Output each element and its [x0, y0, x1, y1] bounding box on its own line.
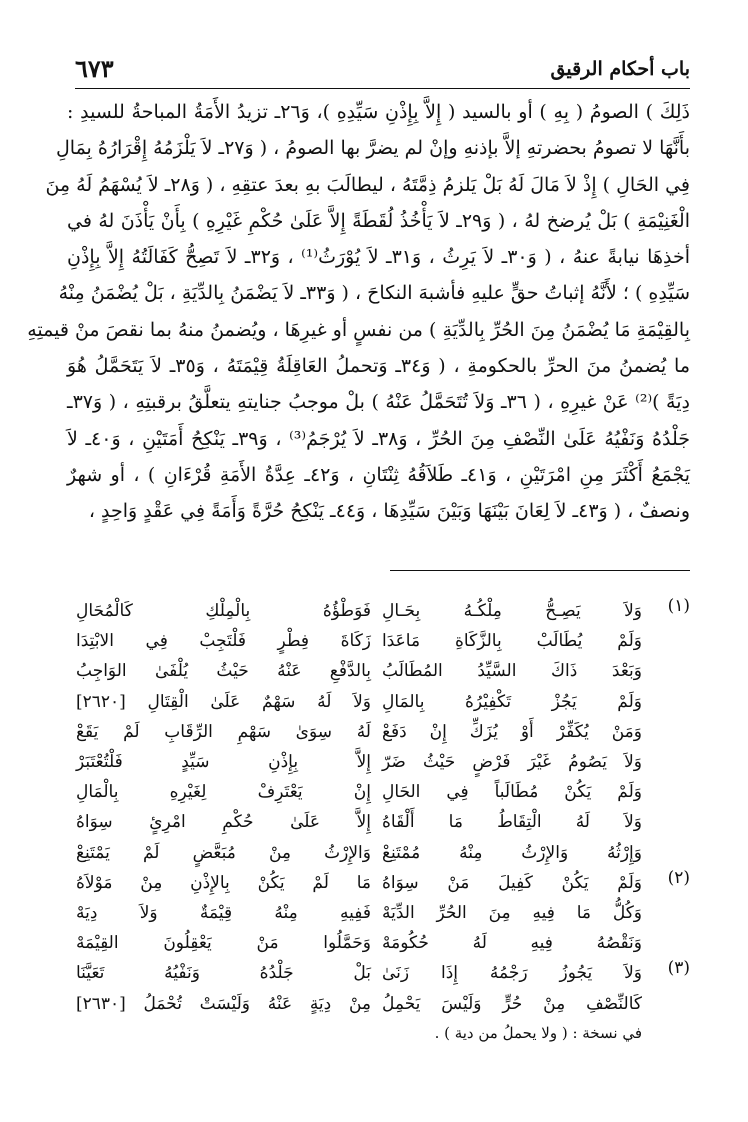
text-line: يَجْمَعُ أَكْثَرَ مِنِ امْرَتَيْنِ ، وَ٤١ـ طَلاَقُهُ ثِنْتَانِ ، وَ٤٢ـ عِدَّةُ الأَمَةِ قُرْءَانِ ) ، أو شهرٌ	[67, 463, 690, 486]
page-header	[75, 52, 690, 89]
footnote-number: (٣)	[667, 958, 690, 978]
text-line: أخذِهَا نيابةً عنهُ ، ( وَ٣٠ـ لاَ يَرِثُ ، وَ٣١ـ لاَ يُوْرَثُ⁽¹⁾ ، وَ٣٢ـ لاَ تَصِحُّ كَفَالَتُهُ إِلاَّ بِإِذْنِ	[67, 246, 690, 269]
verse-hemistich: وَلَمْ يَكُنْ مُطَالَباً فِي الحَالِ	[382, 782, 642, 803]
verse-hemistich: وَلاَ يَصُومُ غَيْرَ فَرْضٍ حَيْثُ ضَرّ	[382, 752, 642, 773]
verse-column-right	[382, 596, 642, 1019]
verse-hemistich: وَإِرْثُهُ وَالإِرْثُ مِنْهُ مُمْتَنِعْ	[382, 842, 642, 863]
verse-hemistich: وَنَقْصُهُ فِيهِ لَهُ حُكُومَهْ	[382, 933, 642, 954]
verse-hemistich: مِنْ دِيَةٍ عَنْهُ وَلَيْسَتْ تُحْمَلُ [٢٦٣٠]	[76, 993, 371, 1014]
variant-note: في نسخة : ( ولا يحملُ من دية ) .	[434, 1024, 642, 1042]
verse-hemistich: إِنْ يَعْتَرِفْ لِغَيْرِهِ بِالْمَالِ	[76, 782, 371, 803]
text-line: ما يُضمنُ منَ الحرِّ بالحكومةِ ، ( وَ٣٤ـ وَتحملُ العَاقِلَةُ قِيْمَتَهُ ، وَ٣٥ـ لاَ يَتَحَمَّلُ هُوَ	[67, 355, 690, 378]
text-line: الْغَنِيْمَةِ ) بَلْ يُرضخ لهُ ، ( وَ٢٩ـ لاَ يَأْخُذُ لُقَطَةً إِلاَّ عَلَىٰ حُكْمِ غَيْرِهِ ) بِأَنْ يَأْذَنَ لهُ في	[67, 209, 690, 232]
verse-hemistich: بِالدَّفْعِ عَنْهُ حَيْثُ يُلْفَىٰ الوَاجِبُ	[76, 661, 371, 682]
verse-hemistich: مَا لَمْ يَكُنْ بِالإِذْنِ مِنْ مَوْلاَهُ	[76, 872, 371, 893]
verse-hemistich: لَهُ سِوَىٰ سَهْمِ الرِّقَابِ لَمْ يَقَعْ	[76, 721, 371, 742]
verse-hemistich: وَلاَ يَجُوزُ رَجْمُهُ إِذَا زَنَىٰ	[382, 963, 642, 984]
text-line: سَيِّدِهِ ) ؛ لأَنَّهُ إثباتُ حقٍّ عليهِ فأشبهَ النكاحَ ، ( وَ٣٣ـ لاَ يَضْمَنُ بِالدِّيَةِ ، بَلْ يُضْمَنُ مِنْهُ	[58, 282, 690, 305]
verse-hemistich: فَفِيهِ مِنْهُ قِيْمَةٌ وَلاَ دِيَهْ	[76, 903, 371, 924]
verse-hemistich: إِلاَّ بِإِذْنِ سَيِّدٍ فَلْتُعْتَبَرْ	[76, 752, 371, 773]
verse-hemistich: إِلاَّ عَلَىٰ حُكْمِ امْرِئٍ سِوَاهُ	[76, 812, 371, 833]
footnote-divider	[390, 570, 690, 571]
chapter-title: باب أحكام الرقيق	[550, 58, 690, 80]
text-line: فِي الحَالِ ) إِذْ لاَ مَالَ لَهُ بَلْ يَلزمُ ذِمَّتَهُ ، ليطالَبَ بهِ بعدَ عتقِهِ ، ( وَ٢٨ـ لاَ يُسْهَمُ لَهُ مِنَ	[45, 173, 690, 196]
footnote-number: (١)	[667, 596, 690, 616]
verse-hemistich: وَلاَ لَهُ سَهْمٌ عَلَىٰ الْقِتَالِ [٢٦٢٠]	[76, 691, 371, 712]
verse-hemistich: وَالإِرْثُ مِنْ مُبَعَّضٍ لَمْ يَمْتَنِعْ	[76, 842, 371, 863]
verse-hemistich: وَلاَ لَهُ الْتِقَاطُ مَا أَلْقَاهُ	[382, 812, 642, 833]
verse-hemistich: وَلَمْ يُطَالَبْ بِالزَّكَاةِ مَاعَدَا	[382, 631, 642, 652]
verse-hemistich: وَلَمْ يَكُنْ كَفِيلَ مَنْ سِوَاهُ	[382, 872, 642, 893]
verse-hemistich: كَالنِّصْفِ مِنْ حُرٍّ وَلَيْسَ يَحْمِلُ	[382, 993, 642, 1014]
verse-hemistich: وَلاَ يَصِـحُّ مِلْكُـهُ بِحَـالِ	[382, 601, 642, 621]
footnote-number: (٢)	[667, 868, 690, 888]
text-line: بِالقِيْمَةِ مَا يُضْمَنُ مِنَ الحُرِّ بِالدِّيَةِ ) من نفسٍ أو غيرِهَا ، ويُضمنُ منهُ بما نقصَ منْ قيمتِهِ	[27, 318, 690, 341]
verse-hemistich: وَمَنْ يُكَفِّرْ أَوْ يُزَكِّ إِنْ دَفَعْ	[382, 721, 642, 742]
text-line: بأَنَّهَا لا تصومُ بحضرتهِ إلاَّ بإذنهِ وإنْ لم يضرَّ بها الصومُ ، ( وَ٢٧ـ لاَ يَلْزَمُهُ إِقْرَارُهُ بِمَالِ	[55, 137, 690, 160]
verse-hemistich: فَوَطْؤُهُ بِالْمِلْكِ كَالْمُحَالِ	[76, 601, 371, 621]
text-line: ونصفٌ ، ( وَ٤٣ـ لاَ لِعَانَ بَيْنَهَا وَبَيْنَ سَيِّدِهَا ، وَ٤٤ـ يَنْكِحُ حُرَّةً وَأَمَةً فِي عَقْدٍ وَاحِدٍ ،	[88, 500, 690, 523]
verse-hemistich: وَحَمَّلُوا مَنْ يَعْقِلُونَ القِيْمَهْ	[76, 933, 371, 954]
text-line: جَلْدُهُ وَنَفْيُهُ عَلَىٰ النِّصْفِ مِنَ الحُرِّ ، وَ٣٨ـ لاَ يُرْجَمُ⁽³⁾ ، وَ٣٩ـ يَنْكِحُ أَمَتَيْنِ ، وَ٤٠ـ لاَ	[67, 427, 690, 450]
main-text	[27, 94, 690, 530]
verse-hemistich: وَبَعْدَ ذَاكَ السَّيِّدُ المُطَالَبُ	[382, 661, 642, 682]
verse-hemistich: زَكَاةَ فِطْرٍ فَلْتَجِبْ فِي الابْتِدَا	[76, 631, 371, 652]
text-line: ذَلِكَ ) الصومُ ( بِهِ ) أو بالسيد ( إِلاَّ بِإِذْنِ سَيِّدِهِ )، وَ٢٦ـ تزيدُ الأَمَةُ المباحةُ للسيدِ :	[67, 101, 690, 123]
verse-hemistich: وَلَمْ يَجُزْ تَكْفِيْرُهُ بِالمَالِ	[382, 691, 642, 712]
verse-column-left	[76, 596, 371, 1019]
verse-hemistich: وَكُلُّ مَا فِيهِ مِنَ الحُرِّ الدِّيَهْ	[382, 903, 642, 924]
page-number: ٦٧٣	[75, 54, 114, 83]
text-line: دِيَةً )⁽²⁾ عَنْ غيرِهِ ، ( ٣٦ـ وَلاَ تُتَحَمَّلُ عَنْهُ ) بلْ موجبُ جنايتهِ يتعلَّقُ برقبتِهِ ، ( وَ٣٧ـ	[67, 391, 690, 414]
verse-hemistich: بَلْ جَلْدُهُ وَنَفْيُهُ تَعَيَّنَا	[76, 963, 371, 984]
